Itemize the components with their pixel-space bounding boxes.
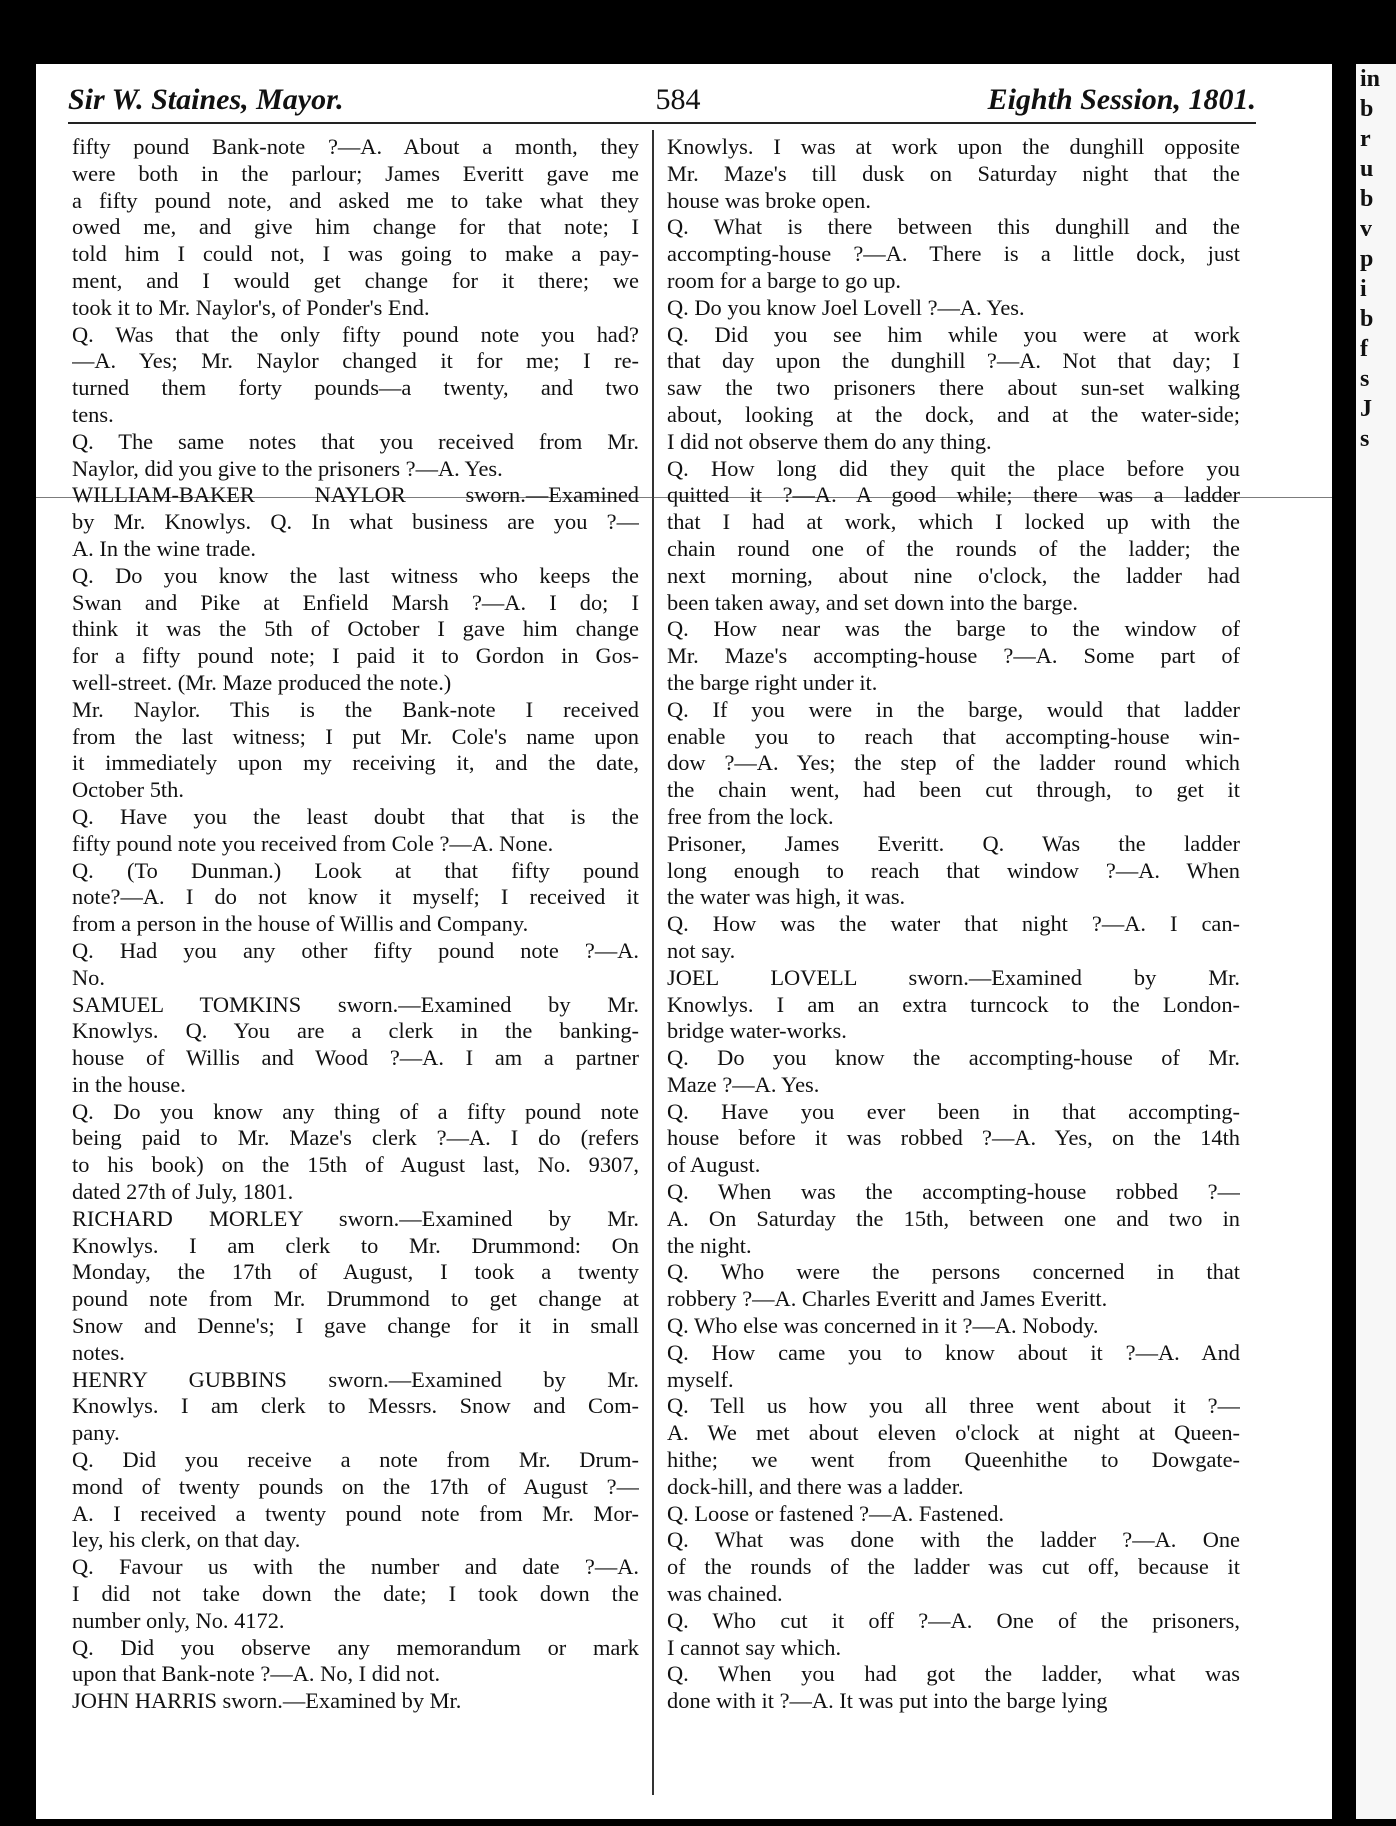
adjacent-page-fragment: b: [1360, 96, 1374, 122]
text-line: were both in the parlour; James Everitt gave me: [72, 160, 639, 186]
adjacent-page-fragment: u: [1360, 156, 1374, 182]
scan-edge: [0, 0, 36, 1826]
text-line: ment, and I would get change for it there; we: [72, 267, 639, 293]
text-line: for a fifty pound note; I paid it to Gordon in Gos-: [72, 643, 639, 669]
text-line: Knowlys. I am clerk to Messrs. Snow and Com-: [72, 1393, 639, 1419]
text-line: Q. Do you know the accompting-house of Mr.: [667, 1045, 1240, 1071]
text-line: mond of twenty pounds on the 17th of August ?—: [72, 1473, 639, 1499]
text-line: that I had at work, which I locked up with the: [667, 509, 1240, 535]
adjacent-page-fragment: b: [1360, 306, 1374, 332]
text-line: Q. Had you any other fifty pound note ?—A.: [72, 937, 639, 963]
text-line: about, looking at the dock, and at the water-side;: [667, 401, 1240, 427]
text-line: chain round one of the rounds of the ladder; the: [667, 535, 1240, 561]
text-line: Q. Do you know Joel Lovell ?—A. Yes.: [667, 294, 1025, 320]
text-line: Mr. Maze's till dusk on Saturday night that the: [667, 160, 1240, 186]
text-line: Q. How was the water that night ?—A. I can-: [667, 911, 1240, 937]
text-line: Q. Loose or fastened ?—A. Fastened.: [667, 1500, 1005, 1526]
text-line: in the house.: [72, 1071, 186, 1097]
text-line: Naylor, did you give to the prisoners ?—A. Yes.: [72, 455, 503, 481]
text-line: told him I could not, I was going to make a pay-: [72, 241, 639, 267]
adjacent-page-fragment: p: [1360, 246, 1374, 272]
text-line: myself.: [667, 1366, 734, 1392]
text-line: room for a barge to go up.: [667, 267, 902, 293]
text-line: pany.: [72, 1420, 120, 1446]
text-line: Knowlys. I am an extra turncock to the London-: [667, 991, 1240, 1017]
text-line: next morning, about nine o'clock, the ladder had: [667, 562, 1240, 588]
text-line: A. I received a twenty pound note from Mr. Mor-: [72, 1500, 639, 1526]
text-line: Q. What was done with the ladder ?—A. One: [667, 1527, 1240, 1553]
text-line: JOEL LOVELL sworn.—Examined by Mr.: [667, 964, 1240, 990]
text-line: Q. Did you receive a note from Mr. Drum-: [72, 1447, 639, 1473]
text-line: Q. Do you know the last witness who keeps the: [72, 562, 639, 588]
text-line: Q. If you were in the barge, would that ladder: [667, 696, 1240, 722]
text-line: fifty pound note you received from Cole ?—A. None.: [72, 830, 554, 856]
text-line: that day upon the dunghill ?—A. Not that day; I: [667, 348, 1240, 374]
text-line: fifty pound Bank-note ?—A. About a month, they: [72, 134, 639, 159]
text-line: Q. Who cut it off ?—A. One of the prisoners,: [667, 1607, 1240, 1633]
text-line: it immediately upon my receiving it, and the date,: [72, 750, 639, 776]
text-line: Snow and Denne's; I gave change for it in small: [72, 1313, 639, 1339]
text-line: Prisoner, James Everitt. Q. Was the ladder: [667, 830, 1240, 856]
text-line: been taken away, and set down into the barge.: [667, 589, 1078, 615]
text-line: Q. The same notes that you received from Mr.: [72, 428, 639, 454]
page-number: 584: [655, 83, 701, 116]
text-line: well-street. (Mr. Maze produced the note.): [72, 669, 452, 695]
text-line: Q. What is there between this dunghill and the: [667, 214, 1240, 240]
text-line: turned them forty pounds—a twenty, and two: [72, 375, 639, 401]
text-line: house of Willis and Wood ?—A. I am a partner: [72, 1045, 639, 1071]
text-line: dock-hill, and there was a ladder.: [667, 1473, 964, 1499]
text-line: Q. (To Dunman.) Look at that fifty pound: [72, 857, 639, 883]
text-line: long enough to reach that window ?—A. When: [667, 857, 1240, 883]
text-line: robbery ?—A. Charles Everitt and James Everitt.: [667, 1286, 1108, 1312]
adjacent-page-fragment: r: [1360, 126, 1371, 152]
text-line: Q. How long did they quit the place before you: [667, 455, 1240, 481]
header-right: Eighth Session, 1801.: [987, 83, 1256, 116]
text-line: No.: [72, 964, 105, 990]
text-line: I cannot say which.: [667, 1634, 842, 1660]
text-line: Q. Did you observe any memorandum or mark: [72, 1634, 639, 1660]
text-line: Q. Who were the persons concerned in that: [667, 1259, 1240, 1285]
adjacent-page-edge: [1356, 64, 1396, 1819]
text-line: note?—A. I do not know it myself; I received it: [72, 884, 639, 910]
text-line: the water was high, it was.: [667, 884, 906, 910]
text-line: A. On Saturday the 15th, between one and two in: [667, 1205, 1240, 1231]
text-line: Knowlys. I was at work upon the dunghill opposite: [667, 134, 1240, 159]
text-line: saw the two prisoners there about sun-set walking: [667, 375, 1240, 401]
text-line: enable you to reach that accompting-house win-: [667, 723, 1240, 749]
text-line: to his book) on the 15th of August last, No. 9307,: [72, 1152, 639, 1178]
adjacent-page-fragment: f: [1360, 336, 1368, 362]
text-line: was chained.: [667, 1581, 783, 1607]
text-line: the chain went, had been cut through, to get it: [667, 777, 1240, 803]
text-line: I did not take down the date; I took down the: [72, 1581, 639, 1607]
text-line: —A. Yes; Mr. Naylor changed it for me; I re-: [72, 348, 639, 374]
header-left: Sir W. Staines, Mayor.: [68, 83, 344, 116]
text-line: by Mr. Knowlys. Q. In what business are you ?—: [72, 509, 639, 535]
text-line: SAMUEL TOMKINS sworn.—Examined by Mr.: [72, 991, 639, 1017]
adjacent-page-fragment: in: [1360, 66, 1381, 92]
text-line: number only, No. 4172.: [72, 1607, 285, 1633]
text-line: Q. Did you see him while you were at work: [667, 321, 1240, 347]
text-line: Q. Have you ever been in that accompting-: [667, 1098, 1240, 1124]
text-line: Maze ?—A. Yes.: [667, 1071, 820, 1097]
header-rule: [68, 122, 1256, 124]
text-line: Mr. Maze's accompting-house ?—A. Some part of: [667, 643, 1240, 669]
right-column: [667, 134, 1240, 1715]
text-line: the barge right under it.: [667, 669, 878, 695]
text-line: took it to Mr. Naylor's, of Ponder's End.: [72, 294, 430, 320]
text-line: accompting-house ?—A. There is a little dock, just: [667, 241, 1240, 267]
text-line: done with it ?—A. It was put into the barge lying: [667, 1688, 1108, 1714]
text-line: notes.: [72, 1339, 125, 1365]
text-line: tens.: [72, 401, 114, 427]
text-line: from the last witness; I put Mr. Cole's name upon: [72, 723, 639, 749]
text-line: WILLIAM-BAKER NAYLOR sworn.—Examined: [72, 482, 639, 508]
text-line: house was broke open.: [667, 187, 871, 213]
adjacent-page-fragment: s: [1360, 366, 1370, 392]
text-line: A. In the wine trade.: [72, 535, 257, 561]
text-line: ley, his clerk, on that day.: [72, 1527, 301, 1553]
text-line: Q. Favour us with the number and date ?—A.: [72, 1554, 639, 1580]
text-line: dated 27th of July, 1801.: [72, 1179, 294, 1205]
text-line: Q. When was the accompting-house robbed ?—: [667, 1179, 1240, 1205]
text-line: bridge water-works.: [667, 1018, 847, 1044]
text-line: Knowlys. I am clerk to Mr. Drummond: On: [72, 1232, 639, 1258]
text-line: Q. Who else was concerned in it ?—A. Nobody.: [667, 1313, 1099, 1339]
column-divider: [652, 130, 654, 1795]
text-line: RICHARD MORLEY sworn.—Examined by Mr.: [72, 1205, 639, 1231]
text-line: quitted it ?—A. A good while; there was a ladder: [667, 482, 1240, 508]
adjacent-page-fragment: J: [1360, 396, 1372, 422]
text-line: from a person in the house of Willis and Company.: [72, 911, 529, 937]
text-line: Q. Do you know any thing of a fifty pound note: [72, 1098, 639, 1124]
text-line: upon that Bank-note ?—A. No, I did not.: [72, 1661, 441, 1687]
text-line: pound note from Mr. Drummond to get change at: [72, 1286, 639, 1312]
text-line: owed me, and give him change for that note; I: [72, 214, 639, 240]
text-line: October 5th.: [72, 777, 184, 803]
text-line: JOHN HARRIS sworn.—Examined by Mr.: [72, 1688, 462, 1714]
text-line: Q. When you had got the ladder, what was: [667, 1661, 1240, 1687]
running-header: [68, 83, 1256, 123]
text-line: not say.: [667, 937, 736, 963]
text-line: being paid to Mr. Maze's clerk ?—A. I do (refers: [72, 1125, 639, 1151]
text-line: house before it was robbed ?—A. Yes, on the 14th: [667, 1125, 1240, 1151]
text-line: Q. Tell us how you all three went about it ?—: [667, 1393, 1240, 1419]
text-line: Monday, the 17th of August, I took a twenty: [72, 1259, 639, 1285]
adjacent-page-fragment: b: [1360, 186, 1374, 212]
text-line: Q. Was that the only fifty pound note you had?: [72, 321, 639, 347]
text-line: of the rounds of the ladder was cut off, because it: [667, 1554, 1240, 1580]
text-line: Knowlys. Q. You are a clerk in the banking-: [72, 1018, 639, 1044]
text-line: dow ?—A. Yes; the step of the ladder round which: [667, 750, 1240, 776]
text-line: Q. Have you the least doubt that that is the: [72, 803, 639, 829]
text-line: hithe; we went from Queenhithe to Dowgate-: [667, 1447, 1240, 1473]
text-line: Mr. Naylor. This is the Bank-note I received: [72, 696, 639, 722]
text-line: Q. How near was the barge to the window of: [667, 616, 1240, 642]
text-line: of August.: [667, 1152, 761, 1178]
text-line: a fifty pound note, and asked me to take what they: [72, 187, 639, 213]
text-line: Q. How came you to know about it ?—A. And: [667, 1339, 1240, 1365]
text-line: Swan and Pike at Enfield Marsh ?—A. I do; I: [72, 589, 639, 615]
text-line: the night.: [667, 1232, 752, 1258]
adjacent-page-fragment: i: [1360, 276, 1367, 302]
adjacent-page-fragment: s: [1360, 426, 1370, 452]
text-line: A. We met about eleven o'clock at night at Queen-: [667, 1420, 1240, 1446]
text-line: I did not observe them do any thing.: [667, 428, 992, 454]
text-line: free from the lock.: [667, 803, 834, 829]
text-line: HENRY GUBBINS sworn.—Examined by Mr.: [72, 1366, 639, 1392]
text-line: think it was the 5th of October I gave him change: [72, 616, 639, 642]
left-column: [72, 134, 639, 1715]
adjacent-page-fragment: v: [1360, 216, 1372, 242]
